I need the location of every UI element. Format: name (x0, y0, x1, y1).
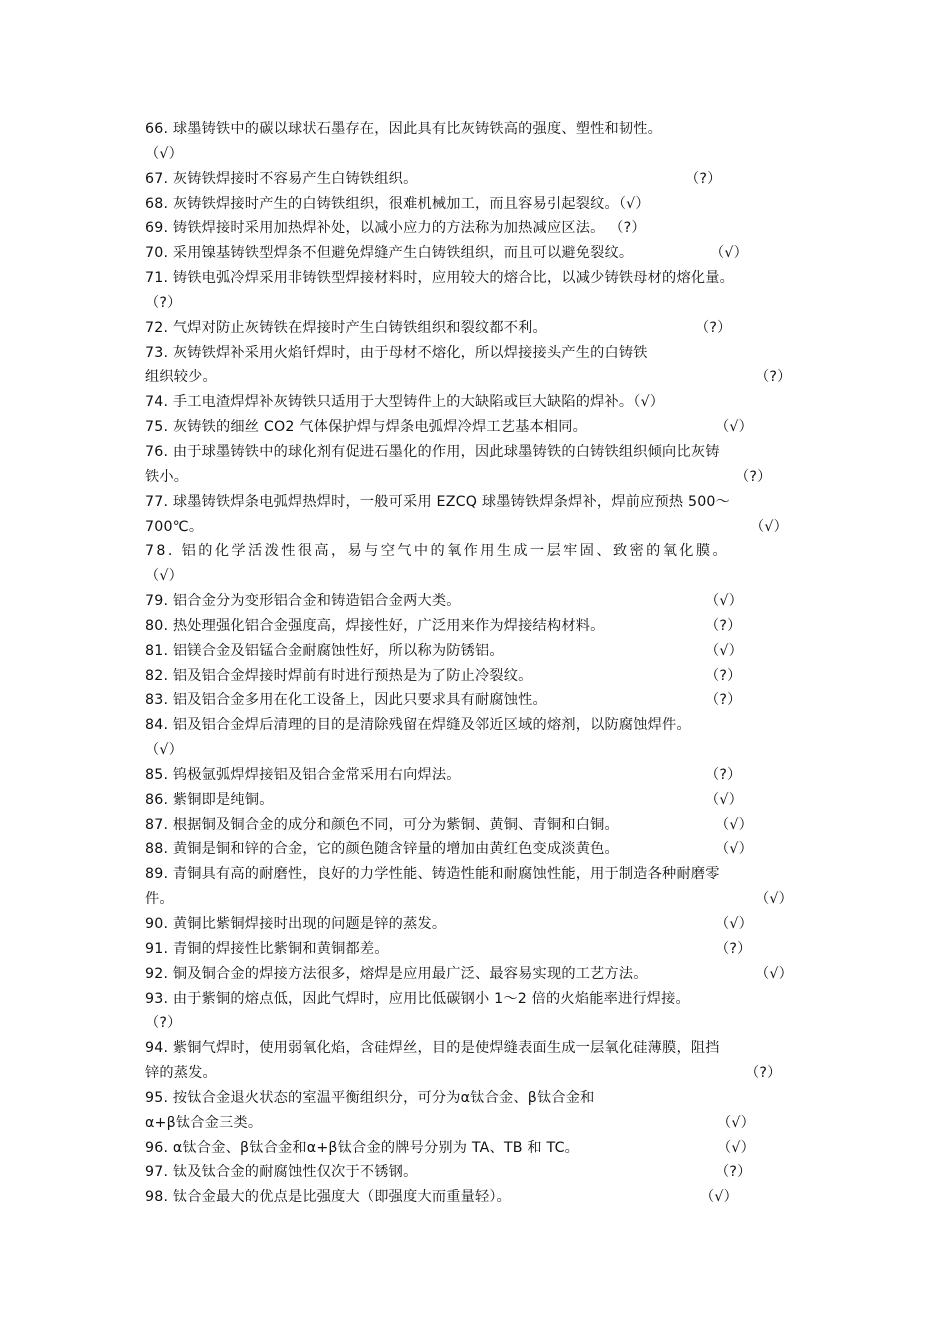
question-text: 77. 球墨铸铁焊条电弧焊热焊时，一般可采用 EZCQ 球墨铸铁焊条焊补，焊前应预热 500～ (145, 493, 731, 510)
question-text: 91. 青铜的焊接性比紫铜和黄铜都差。 (145, 940, 389, 957)
answer-mark: （√） (715, 419, 754, 436)
question-text: 69. 铸铁焊接时采用加热焊补处，以减小应力的方法称为加热减应区法。 （?） (145, 220, 646, 237)
question-text: 87. 根据铜及铜合金的成分和颜色不同，可分为紫铜、黄铜、青铜和白铜。 (145, 816, 619, 833)
question-text: 71. 铸铁电弧冷焊采用非铸铁型焊接材料时，应用较大的熔合比，以减少铸铁母材的熔化量。 (145, 270, 734, 287)
question-line (145, 341, 810, 366)
question-line (145, 291, 810, 316)
question-text: 80. 热处理强化铝合金强度高，焊接性好，广泛用来作为焊接结构材料。 (145, 617, 605, 634)
question-line (145, 192, 810, 217)
answer-mark: （?） (755, 369, 792, 386)
question-text: 97. 钛及钛合金的耐腐蚀性仅次于不锈钢。 (145, 1164, 418, 1181)
question-line (145, 1136, 810, 1161)
answer-mark: （?） (695, 319, 732, 336)
question-line (145, 664, 810, 689)
answer-mark: （√） (750, 518, 789, 535)
question-text: 78. 铝的化学活泼性很高，易与空气中的氧作用生成一层牢固、致密的氧化膜。 (145, 543, 730, 560)
answer-mark: （?） (705, 617, 742, 634)
question-text: 86. 紫铜即是纯铜。 (145, 791, 274, 808)
answer-mark: （√） (710, 245, 749, 262)
answer-mark: （√） (705, 593, 744, 610)
question-text: 90. 黄铜比紫铜焊接时出现的问题是锌的蒸发。 (145, 916, 447, 932)
question-line (145, 912, 810, 937)
question-line (145, 713, 810, 738)
answer-mark: （√） (700, 1189, 739, 1206)
question-text: 96. α钛合金、β钛合金和α+β钛合金的牌号分别为 TA、TB 和 TC。 (145, 1139, 580, 1156)
question-line (145, 589, 810, 614)
answer-mark: （?） (715, 940, 752, 957)
question-text: 81. 铝镁合金及铝锰合金耐腐蚀性好，所以称为防锈铝。 (145, 642, 504, 659)
question-text: 95. 按钛合金退火状态的室温平衡组织分，可分为α钛合金、β钛合金和 (145, 1089, 595, 1106)
question-line (145, 987, 810, 1012)
question-line (145, 167, 810, 192)
answer-mark: （?） (745, 1065, 782, 1082)
answer-mark: （?） (685, 170, 722, 187)
answer-mark: （√） (755, 965, 794, 982)
answer-mark: （√） (715, 816, 754, 833)
question-line (145, 862, 810, 887)
question-line (145, 241, 810, 266)
question-text: 700℃。 (145, 518, 204, 535)
question-line (145, 1111, 810, 1136)
question-text: （?） (145, 1015, 182, 1032)
question-text: 75. 灰铸铁的细丝 CO2 气体保护焊与焊条电弧焊冷焊工艺基本相同。 (145, 419, 588, 436)
answer-mark: （?） (735, 468, 772, 485)
question-line (145, 738, 810, 763)
answer-mark: （√） (715, 841, 754, 858)
question-text: 98. 钛合金最大的优点是比强度大（即强度大而重量轻）。 (145, 1189, 512, 1206)
question-list (145, 117, 810, 1210)
question-line (145, 390, 810, 415)
question-line (145, 117, 810, 142)
answer-mark: （?） (705, 766, 742, 783)
question-line (145, 837, 810, 862)
question-line (145, 1011, 810, 1036)
question-line (145, 564, 810, 589)
question-text: 66. 球墨铸铁中的碳以球状石墨存在，因此具有比灰铸铁高的强度、塑性和韧性。 (145, 121, 663, 137)
question-text: 68. 灰铸铁焊接时产生的白铸铁组织，很难机械加工，而且容易引起裂纹。（√） (145, 195, 650, 212)
question-line (145, 763, 810, 788)
answer-mark: （?） (705, 667, 742, 684)
question-text: 76. 由于球墨铸铁中的球化剂有促进石墨化的作用，因此球墨铸铁的白铸铁组织倾向比灰铸 (145, 443, 720, 460)
question-text: 93. 由于紫铜的熔点低，因此气焊时，应用比低碳钢小 1～2 倍的火焰能率进行焊接。 (145, 990, 690, 1007)
question-text: 铁小。 (145, 468, 189, 485)
answer-mark: （√） (755, 891, 794, 908)
question-line (145, 266, 810, 291)
answer-mark: （√） (717, 1139, 756, 1156)
question-line (145, 788, 810, 813)
question-line (145, 365, 810, 390)
question-line (145, 216, 810, 241)
question-text: 88. 黄铜是铜和锌的合金，它的颜色随含锌量的增加由黄红色变成淡黄色。 (145, 841, 619, 858)
question-text: 件。 (145, 891, 174, 908)
question-line (145, 887, 810, 912)
question-line (145, 515, 810, 540)
question-line (145, 415, 810, 440)
question-text: 82. 铝及铝合金焊接时焊前有时进行预热是为了防止冷裂纹。 (145, 667, 533, 684)
question-text: 85. 钨极氩弧焊焊接铝及铝合金常采用右向焊法。 (145, 766, 461, 783)
question-line (145, 1061, 810, 1086)
question-text: α+β钛合金三类。 (145, 1114, 263, 1131)
question-line (145, 639, 810, 664)
question-text: （√） (145, 568, 184, 585)
answer-mark: （√） (717, 1114, 756, 1131)
question-text: （√） (145, 742, 184, 759)
question-text: 70. 采用镍基铸铁型焊条不但避免焊缝产生白铸铁组织，而且可以避免裂纹。 (145, 245, 634, 262)
question-text: 79. 铝合金分为变形铝合金和铸造铝合金两大类。 (145, 593, 461, 610)
question-line (145, 1036, 810, 1061)
answer-mark: （√） (705, 642, 744, 659)
answer-mark: （?） (715, 1164, 752, 1181)
question-line (145, 688, 810, 713)
question-line (145, 614, 810, 639)
answer-mark: （?） (705, 692, 742, 709)
question-line (145, 1086, 810, 1111)
answer-mark: （√） (715, 916, 754, 932)
question-line (145, 539, 810, 564)
question-line (145, 1160, 810, 1185)
question-text: 73. 灰铸铁焊补采用火焰钎焊时，由于母材不熔化，所以焊接接头产生的白铸铁 (145, 344, 648, 361)
question-text: 67. 灰铸铁焊接时不容易产生白铸铁组织。 (145, 170, 418, 187)
question-line (145, 440, 810, 465)
question-text: 72. 气焊对防止灰铸铁在焊接时产生白铸铁组织和裂纹都不利。 (145, 319, 547, 336)
question-text: 92. 铜及铜合金的焊接方法很多，熔焊是应用最广泛、最容易实现的工艺方法。 (145, 965, 648, 982)
question-line (145, 316, 810, 341)
question-line (145, 142, 810, 167)
question-text: 74. 手工电渣焊焊补灰铸铁只适用于大型铸件上的大缺陷或巨大缺陷的焊补。（√） (145, 394, 665, 411)
question-line (145, 813, 810, 838)
question-text: （?） (145, 294, 182, 311)
question-text: 组织较少。 (145, 369, 217, 386)
question-line (145, 490, 810, 515)
question-text: 94. 紫铜气焊时，使用弱氧化焰，含硅焊丝，目的是使焊缝表面生成一层氧化硅薄膜，阻挡 (145, 1040, 720, 1057)
question-text: （√） (145, 145, 184, 162)
question-line (145, 1185, 810, 1210)
answer-mark: （√） (705, 791, 744, 808)
question-line (145, 465, 810, 490)
question-text: 84. 铝及铝合金焊后清理的目的是清除残留在焊缝及邻近区域的熔剂，以防腐蚀焊件。 (145, 717, 691, 734)
question-text: 89. 青铜具有高的耐磨性，良好的力学性能、铸造性能和耐腐蚀性能，用于制造各种耐磨零 (145, 866, 720, 883)
question-text: 锌的蒸发。 (145, 1065, 217, 1082)
question-line (145, 937, 810, 962)
question-text: 83. 铝及铝合金多用在化工设备上，因此只要求具有耐腐蚀性。 (145, 692, 547, 709)
question-line (145, 962, 810, 987)
